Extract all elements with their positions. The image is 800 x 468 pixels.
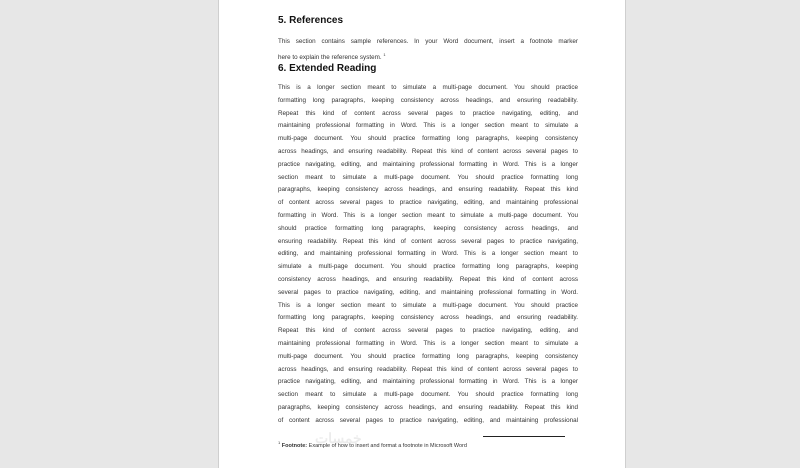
paragraph-line: ensuring readability. Repeat this kind of content across several pages to practice navigating, xyxy=(278,237,578,245)
paragraph-line: consistency across headings, and ensuring readability. Repeat this kind of content across xyxy=(278,275,578,283)
paragraph-line: should practice formatting long paragraphs, keeping consistency across headings, and xyxy=(278,224,578,232)
paragraph-line: multi-page document. You should practice formatting long paragraphs, keeping consistency xyxy=(278,352,578,360)
references-paragraph[interactable] xyxy=(278,36,578,62)
paragraph-line: Repeat this kind of content across several pages to practice navigating, editing, and xyxy=(278,327,578,335)
paragraph-line: maintaining professional formatting in Word. This is a longer section meant to simulate a xyxy=(278,339,578,347)
paragraph-line: This section contains sample references. In your Word document, insert a footnote marker xyxy=(278,38,578,45)
paragraph-line: across headings, and ensuring readability. Repeat this kind of content across several pages to xyxy=(278,147,578,155)
paragraph-line: This is a longer section meant to simulate a multi-page document. You should practice xyxy=(278,84,578,91)
paragraph-line: formatting long paragraphs, keeping consistency across headings, and ensuring readability. xyxy=(278,96,578,104)
paragraph-line: paragraphs, keeping consistency across headings, and ensuring readability. Repeat this kind xyxy=(278,403,578,411)
paragraph-line: practice navigating, editing, and maintaining professional formatting in Word. This is a longer xyxy=(278,160,578,168)
paragraph-line: formatting in Word. This is a longer section meant to simulate a multi-page document. You xyxy=(278,211,578,219)
paragraph-line: practice navigating, editing, and maintaining professional formatting in Word. This is a longer xyxy=(278,378,578,386)
paragraph-line xyxy=(278,49,578,62)
paragraph-line: of content across several pages to practice navigating, editing, and maintaining professional xyxy=(278,199,578,207)
watermark-logo: خمسات xyxy=(315,430,362,446)
paragraph-line: editing, and maintaining professional formatting in Word. This is a longer section meant to xyxy=(278,250,578,258)
paragraph-line: maintaining professional formatting in Word. This is a longer section meant to simulate a xyxy=(278,122,578,130)
paragraph-line: simulate a multi-page document. You should practice formatting long paragraphs, keeping xyxy=(278,263,578,271)
paragraph-line: This is a longer section meant to simulate a multi-page document. You should practice xyxy=(278,301,578,309)
footnote-reference[interactable]: 1 xyxy=(383,51,386,57)
footnote-text: Example of how to insert and format a footnote in Microsoft Word xyxy=(307,442,467,449)
paragraph-line: several pages to practice navigating, editing, and maintaining professional formatting in Word. xyxy=(278,288,578,296)
paragraph-line: paragraphs, keeping consistency across headings, and ensuring readability. Repeat this kind xyxy=(278,186,578,194)
document-page[interactable] xyxy=(218,0,626,468)
paragraph-line: Repeat this kind of content across several pages to practice navigating, editing, and xyxy=(278,109,578,117)
footnote-marker: 1 xyxy=(278,440,281,445)
paragraph-line: formatting long paragraphs, keeping consistency across headings, and ensuring readability. xyxy=(278,314,578,322)
paragraph-line: section meant to simulate a multi-page document. You should practice formatting long xyxy=(278,173,578,181)
footnote-label: Footnote: xyxy=(281,442,308,449)
paragraph-line: section meant to simulate a multi-page document. You should practice formatting long xyxy=(278,391,578,399)
extended-reading-paragraph[interactable] xyxy=(278,82,578,428)
footnote-separator xyxy=(483,436,565,437)
paragraph-line: of content across several pages to practice navigating, editing, and maintaining professional xyxy=(278,416,578,424)
section-heading-extended-reading: 6. Extended Reading xyxy=(278,63,377,74)
footnote xyxy=(278,440,467,449)
paragraph-line: multi-page document. You should practice formatting long paragraphs, keeping consistency xyxy=(278,135,578,143)
paragraph-line: across headings, and ensuring readability. Repeat this kind of content across several pages to xyxy=(278,365,578,373)
paragraph-line-text: here to explain the reference system. xyxy=(278,53,382,61)
section-heading-references: 5. References xyxy=(278,15,344,26)
